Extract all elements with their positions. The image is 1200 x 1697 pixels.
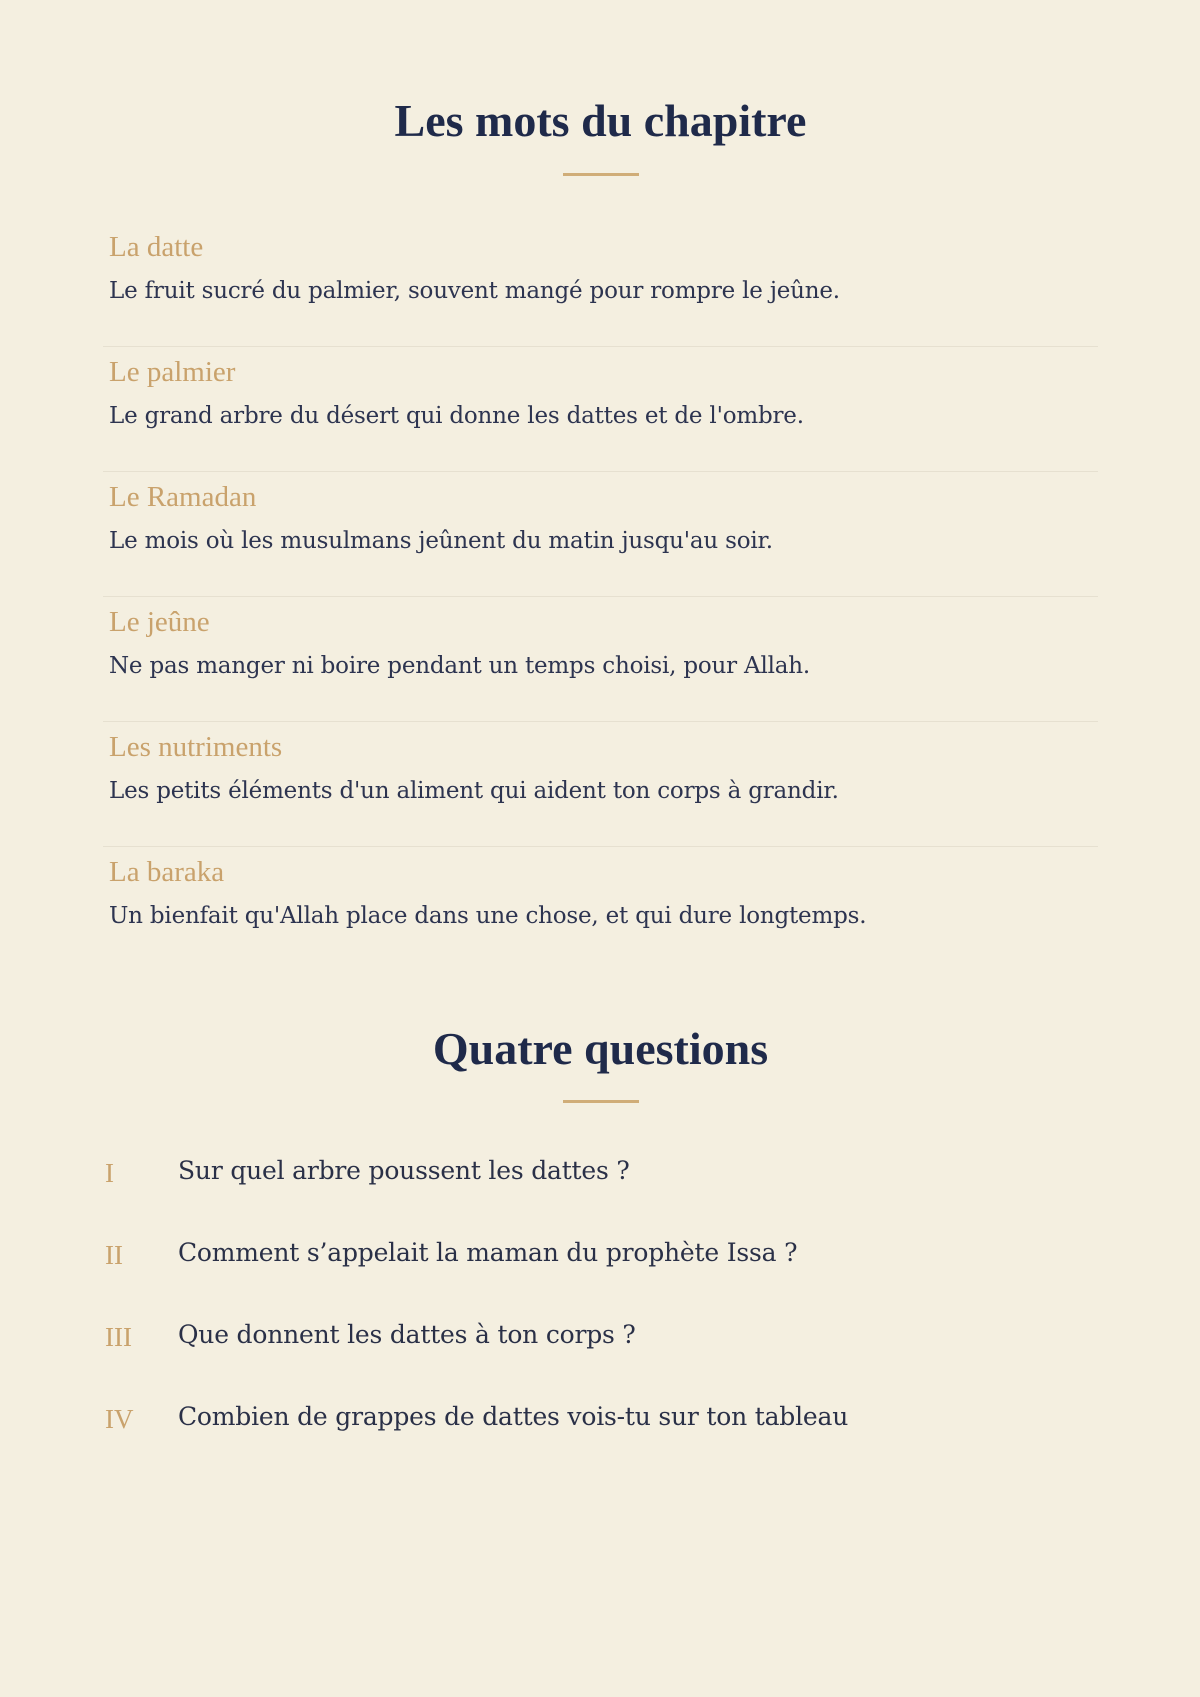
vocab-definition: Un bienfait qu'Allah place dans une chose, et qui dure longtemps. — [109, 903, 867, 929]
question-text: Combien de grappes de dattes vois-tu sur ton tableau — [178, 1402, 849, 1431]
vocab-list — [103, 222, 1098, 972]
question-text: Comment s’appelait la maman du prophète Issa ? — [178, 1238, 798, 1267]
question-item — [103, 1148, 1098, 1230]
question-list — [103, 1148, 1098, 1476]
question-number: II — [105, 1240, 123, 1270]
question-number: III — [105, 1322, 132, 1352]
vocab-title-divider — [563, 173, 639, 176]
vocab-term: Le palmier — [109, 356, 236, 388]
question-number: I — [105, 1158, 114, 1188]
vocab-term: Les nutriments — [109, 731, 283, 763]
vocab-definition: Le mois où les musulmans jeûnent du matin jusqu'au soir. — [109, 528, 773, 554]
vocab-term: La baraka — [109, 856, 225, 888]
vocab-term: La datte — [109, 231, 204, 263]
question-item — [103, 1312, 1098, 1394]
question-item — [103, 1230, 1098, 1312]
vocab-item — [103, 347, 1098, 472]
vocab-definition: Le fruit sucré du palmier, souvent mangé pour rompre le jeûne. — [109, 278, 840, 304]
question-number: IV — [105, 1404, 134, 1434]
vocab-definition: Le grand arbre du désert qui donne les dattes et de l'ombre. — [109, 403, 804, 429]
vocab-term: Le Ramadan — [109, 481, 257, 513]
vocab-item — [103, 722, 1098, 847]
questions-section-title: Quatre questions — [432, 1023, 769, 1074]
question-item — [103, 1394, 1098, 1476]
vocab-item — [103, 597, 1098, 722]
vocab-item — [103, 472, 1098, 597]
question-text: Sur quel arbre poussent les dattes ? — [178, 1156, 630, 1185]
vocab-section-title: Les mots du chapitre — [394, 95, 807, 146]
vocab-definition: Les petits éléments d'un aliment qui aident ton corps à grandir. — [109, 778, 839, 804]
vocab-definition: Ne pas manger ni boire pendant un temps choisi, pour Allah. — [109, 653, 811, 679]
vocab-item — [103, 847, 1098, 972]
question-text: Que donnent les dattes à ton corps ? — [178, 1320, 636, 1349]
questions-title-divider — [563, 1100, 639, 1103]
vocab-item — [103, 222, 1098, 347]
vocab-term: Le jeûne — [109, 606, 210, 638]
